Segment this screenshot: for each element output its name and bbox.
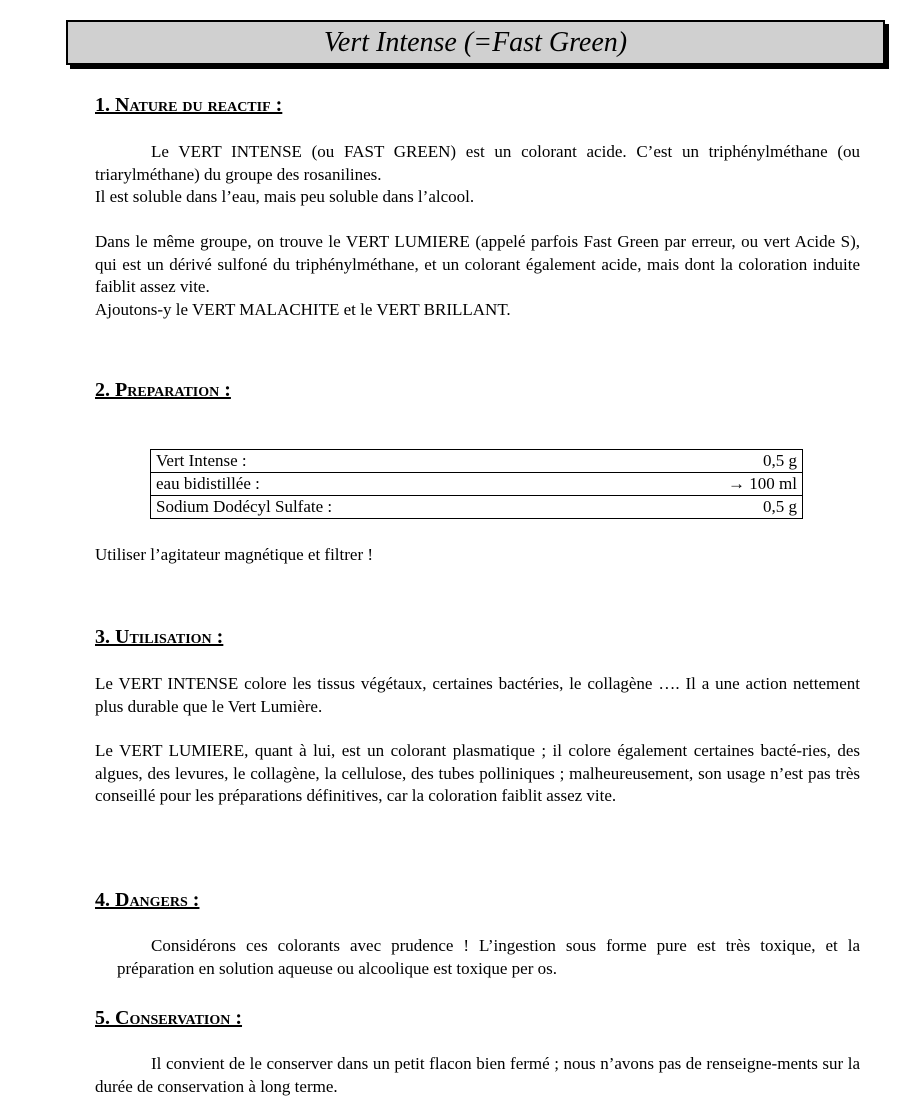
paragraph-nature-intro <box>95 141 860 209</box>
ingredient-amount: 0,5 g <box>608 450 803 473</box>
table-row <box>151 473 803 496</box>
paragraph-nature-group <box>95 231 860 321</box>
section-heading-utilisation: 3. Utilisation : <box>95 626 224 648</box>
table-row <box>151 450 803 473</box>
ingredient-label: Vert Intense : <box>151 450 608 473</box>
paragraph-utilisation-2: Le VERT LUMIERE, quant à lui, est un colorant plasmatique ; il colore également certaines bacté-ries, des algues, des levures, le collagène, la cellulose, des tubes polliniques ; malheureusement, son usage n’est pas très conseillé pour les préparations définitives, car la coloration faiblit assez vite. <box>95 741 860 805</box>
ingredient-amount: → 100 ml <box>608 473 803 496</box>
nature-sentence-1: Le VERT INTENSE (ou FAST GREEN) est un colorant acide. C’est un triphénylméthane (ou triarylméthane) du groupe des rosanilines. <box>95 142 860 184</box>
paragraph-dangers: Considérons ces colorants avec prudence ! L’ingestion sous forme pure est très toxique, et la préparation en solution aqueuse ou alcoolique est toxique per os. <box>117 936 860 978</box>
preparation-note: Utiliser l’agitateur magnétique et filtrer ! <box>95 545 374 564</box>
paragraph-utilisation-1: Le VERT INTENSE colore les tissus végétaux, certaines bactéries, le collagène …. Il a une action nettement plus durable que le Vert Lumière. <box>95 674 860 716</box>
preparation-table <box>150 449 803 519</box>
nature-sentence-4: Ajoutons-y le VERT MALACHITE et le VERT BRILLANT. <box>95 299 511 319</box>
ingredient-label: Sodium Dodécyl Sulfate : <box>151 496 608 519</box>
section-heading-nature: 1. Nature du reactif : <box>95 94 283 116</box>
ingredient-label: eau bidistillée : <box>151 473 608 496</box>
document-title: Vert Intense (=Fast Green) <box>323 26 628 58</box>
section-heading-dangers: 4. Dangers : <box>95 889 200 911</box>
paragraph-conservation: Il convient de le conserver dans un petit flacon bien fermé ; nous n’avons pas de renseigne-ments sur la durée de conservation à long terme. <box>95 1054 860 1096</box>
section-heading-preparation: 2. Preparation : <box>95 379 231 401</box>
title-banner <box>66 20 885 65</box>
section-heading-conservation: 5. Conservation : <box>95 1007 243 1029</box>
nature-sentence-3: Dans le même groupe, on trouve le VERT LUMIERE (appelé parfois Fast Green par erreur, ou vert Acide S), qui est un dérivé sulfoné du triphénylméthane, et un colorant également acide, mais dont la coloration induite faiblit assez vite. <box>95 232 860 296</box>
nature-sentence-2: Il est soluble dans l’eau, mais peu soluble dans l’alcool. <box>95 187 475 206</box>
ingredient-amount: 0,5 g <box>608 496 803 519</box>
table-row <box>151 496 803 519</box>
